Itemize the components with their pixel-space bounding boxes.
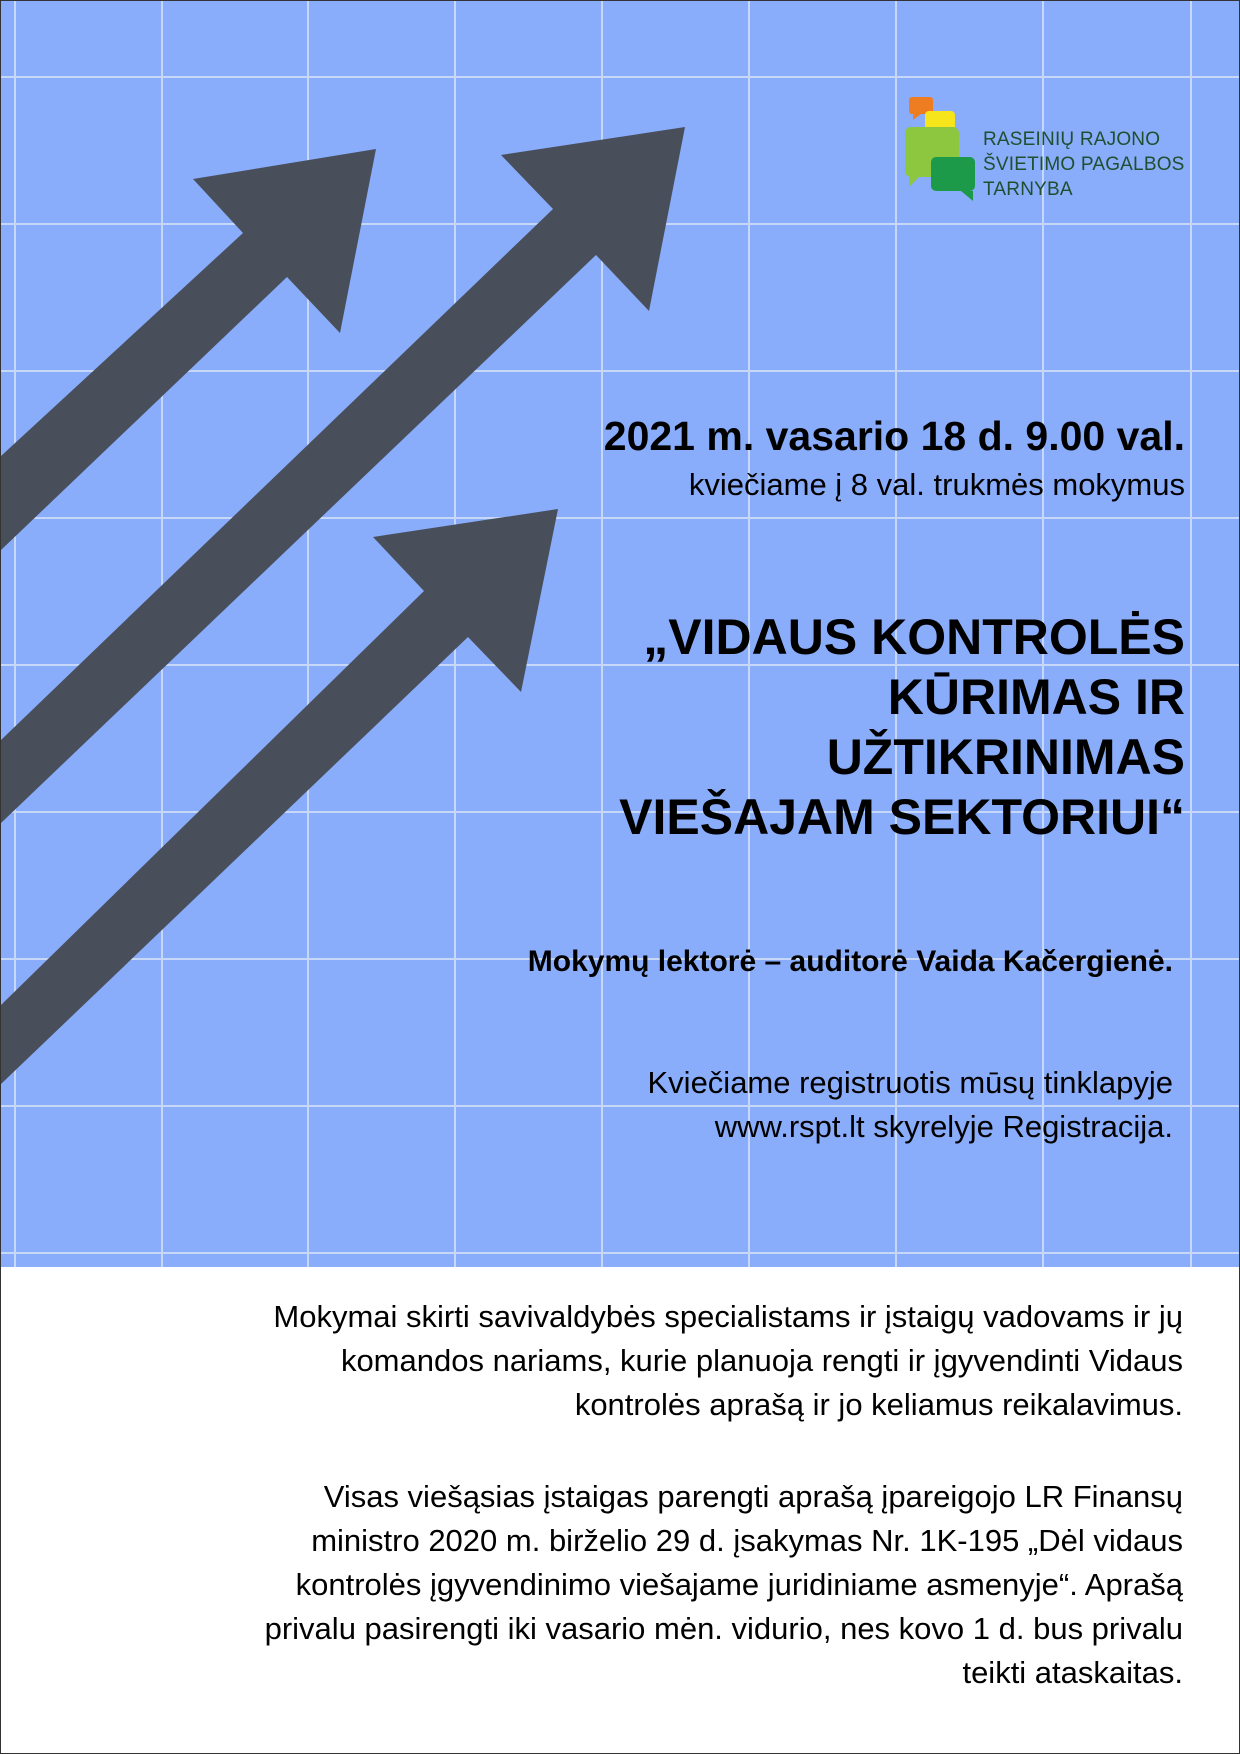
paragraph-line: teikti ataskaitas. <box>962 1655 1183 1690</box>
event-invite: kviečiame į 8 val. trukmės mokymus <box>688 467 1185 502</box>
title-line: „VIDAUS KONTROLĖS <box>643 609 1185 665</box>
paragraph-line: kontrolės aprašą ir jo keliamus reikalavimus. <box>574 1387 1183 1422</box>
logo-line: ŠVIETIMO PAGALBOS <box>983 154 1185 175</box>
logo-line: TARNYBA <box>983 179 1073 200</box>
event-date: 2021 m. vasario 18 d. 9.00 val. <box>603 413 1185 459</box>
description-section <box>1 1267 1239 1753</box>
organization-logo <box>901 95 1201 207</box>
registration-info <box>648 1061 1174 1149</box>
paragraph-line: kontrolės įgyvendinimo viešajame juridiniame asmenyje“. Aprašą <box>295 1567 1183 1602</box>
title-line: KŪRIMAS IR <box>887 669 1185 725</box>
paragraph-line: Visas viešąsias įstaigas parengti aprašą įpareigojo LR Finansų <box>323 1479 1183 1514</box>
paragraph-line: ministro 2020 m. birželio 29 d. įsakymas Nr. 1K-195 „Dėl vidaus <box>311 1523 1183 1558</box>
paragraph-line: privalu pasirengti iki vasario mėn. vidurio, nes kovo 1 d. bus privalu <box>264 1611 1183 1646</box>
event-title <box>619 607 1185 847</box>
register-line: www.rspt.lt skyrelyje Registracija. <box>714 1109 1173 1144</box>
paragraph-audience <box>43 1295 1183 1427</box>
paragraph-requirement <box>43 1475 1183 1695</box>
logo-line: RASEINIŲ RAJONO <box>983 129 1161 150</box>
paragraph-line: Mokymai skirti savivaldybės specialistams ir įstaigų vadovams ir jų <box>273 1299 1183 1334</box>
title-line: UŽTIKRINIMAS <box>826 729 1185 785</box>
lecturer: Mokymų lektorė – auditorė Vaida Kačergienė. <box>527 945 1173 978</box>
logo-text <box>983 127 1203 202</box>
register-line: Kviečiame registruotis mūsų tinklapyje <box>647 1065 1173 1100</box>
paragraph-line: komandos nariams, kurie planuoja rengti ir įgyvendinti Vidaus <box>340 1343 1183 1378</box>
speech-bubbles-logo-icon <box>901 95 981 207</box>
hero-section <box>1 1 1240 1267</box>
title-line: VIEŠAJAM SEKTORIUI“ <box>619 789 1185 845</box>
